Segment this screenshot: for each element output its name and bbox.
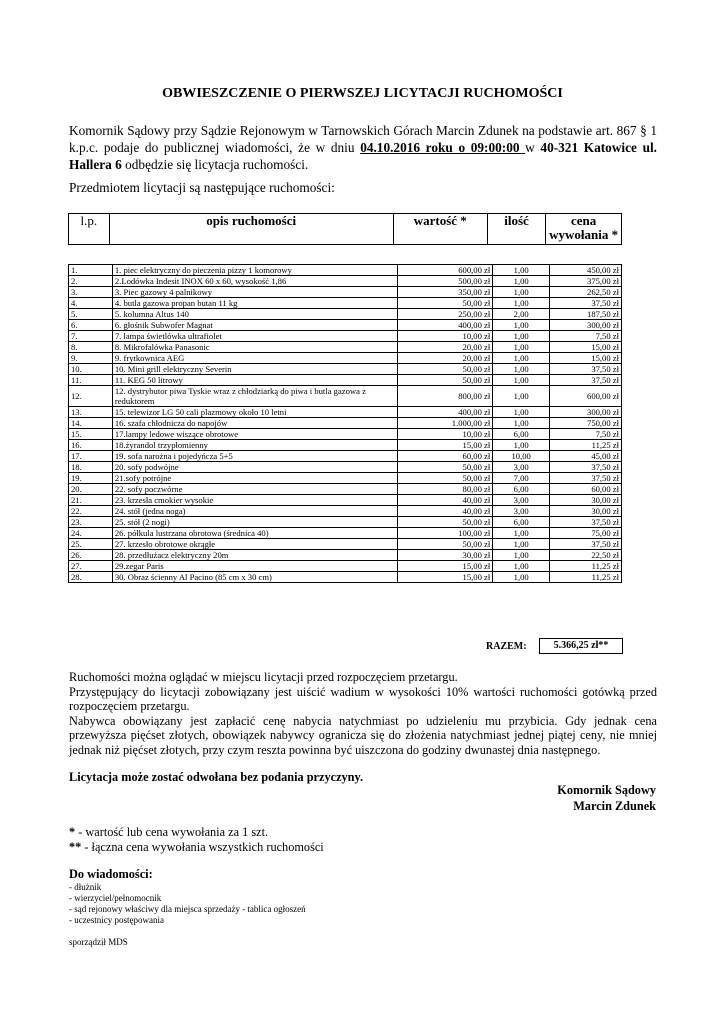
item-description: 12. dystrybutor piwa Tyskie wraz z chłodziarką do piwa i butla gazowa z reduktorem bbox=[112, 386, 398, 407]
item-description: 4. butla gazowa propan butan 11 kg bbox=[112, 298, 398, 309]
cancel-note: Licytacja może zostać odwołana bez podania przyczyny. bbox=[69, 770, 364, 784]
distribution-item: - sąd rejonowy właściwy dla miejsca sprzedaży - tablica ogłoszeń bbox=[69, 904, 306, 914]
item-quantity: 1,00 bbox=[493, 386, 550, 407]
item-price: 750,00 zł bbox=[550, 418, 622, 429]
row-number: 19. bbox=[69, 473, 113, 484]
item-value: 800,00 zł bbox=[398, 386, 493, 407]
item-price: 450,00 zł bbox=[550, 265, 622, 276]
terms-text bbox=[69, 670, 657, 757]
item-quantity: 1,00 bbox=[493, 528, 550, 539]
row-number: 23. bbox=[69, 517, 113, 528]
item-price: 600,00 zł bbox=[550, 386, 622, 407]
row-number: 4. bbox=[69, 298, 113, 309]
signature-name: Marcin Zdunek bbox=[573, 799, 656, 813]
item-value: 40,00 zł bbox=[398, 495, 493, 506]
item-quantity: 10,00 bbox=[493, 451, 550, 462]
item-quantity: 3,00 bbox=[493, 495, 550, 506]
table-row bbox=[69, 484, 622, 495]
footnote bbox=[69, 825, 324, 840]
distribution-list bbox=[69, 882, 306, 926]
item-description: 25. stół (2 nogi) bbox=[112, 517, 398, 528]
item-quantity: 1,00 bbox=[493, 407, 550, 418]
item-price: 300,00 zł bbox=[550, 407, 622, 418]
item-quantity: 6,00 bbox=[493, 429, 550, 440]
item-value: 50,00 zł bbox=[398, 375, 493, 386]
row-number: 21. bbox=[69, 495, 113, 506]
signature-title: Komornik Sądowy bbox=[557, 783, 656, 797]
intro-text-2: w bbox=[525, 140, 541, 155]
table-row bbox=[69, 561, 622, 572]
item-quantity: 1,00 bbox=[493, 539, 550, 550]
item-price: 15,00 zł bbox=[550, 353, 622, 364]
row-number: 12. bbox=[69, 386, 113, 407]
item-value: 15,00 zł bbox=[398, 561, 493, 572]
item-price: 45,00 zł bbox=[550, 451, 622, 462]
row-number: 16. bbox=[69, 440, 113, 451]
row-number: 9. bbox=[69, 353, 113, 364]
item-price: 30,00 zł bbox=[550, 495, 622, 506]
item-value: 20,00 zł bbox=[398, 342, 493, 353]
item-description: 28. przedłużacz elektryczny 20m bbox=[112, 550, 398, 561]
item-description: 20. sofy podwójne bbox=[112, 462, 398, 473]
item-price: 30,00 zł bbox=[550, 506, 622, 517]
item-quantity: 7,00 bbox=[493, 473, 550, 484]
footnote-mark: * bbox=[69, 825, 76, 839]
item-description: 26. półkula lustrzana obrotowa (średnica 40) bbox=[112, 528, 398, 539]
table-row bbox=[69, 287, 622, 298]
item-description: 9. frytkownica AEG bbox=[112, 353, 398, 364]
item-description: 18.żyrandol trzypłomienny bbox=[112, 440, 398, 451]
signature-block bbox=[440, 782, 656, 814]
item-description: 3. Piec gazowy 4 palnikowy bbox=[112, 287, 398, 298]
items-header-table bbox=[68, 213, 622, 245]
item-price: 37,50 zł bbox=[550, 462, 622, 473]
row-number: 6. bbox=[69, 320, 113, 331]
item-quantity: 1,00 bbox=[493, 342, 550, 353]
item-price: 11,25 zł bbox=[550, 440, 622, 451]
table-row bbox=[69, 462, 622, 473]
row-number: 22. bbox=[69, 506, 113, 517]
item-quantity: 1,00 bbox=[493, 353, 550, 364]
auction-place: 40-321 Katowice ul. Hallera 6 bbox=[69, 140, 657, 172]
subject-line: Przedmiotem licytacji są następujące ruchomości: bbox=[69, 180, 335, 195]
item-value: 80,00 zł bbox=[398, 484, 493, 495]
item-description: 21.sofy potrójne bbox=[112, 473, 398, 484]
footnotes bbox=[69, 825, 324, 855]
table-row bbox=[69, 375, 622, 386]
item-value: 50,00 zł bbox=[398, 298, 493, 309]
footnote-text: - łączna cena wywołania wszystkich ruchomości bbox=[81, 840, 324, 854]
item-description: 24. stół (jedna noga) bbox=[112, 506, 398, 517]
terms-paragraph: Przystępujący do licytacji zobowiązany jest uiścić wadium w wysokości 10% wartości ruchomości gotówką przed rozpoczęciem przetargu. bbox=[69, 684, 657, 713]
row-number: 17. bbox=[69, 451, 113, 462]
item-price: 75,00 zł bbox=[550, 528, 622, 539]
item-quantity: 1,00 bbox=[493, 572, 550, 583]
item-description: 17.lampy ledowe wiszące obrotowe bbox=[112, 429, 398, 440]
item-description: 5. kolumna Altus 140 bbox=[112, 309, 398, 320]
item-value: 600,00 zł bbox=[398, 265, 493, 276]
item-description: 15. telewizor LG 50 cali plazmowy około 10 letni bbox=[112, 407, 398, 418]
row-number: 27. bbox=[69, 561, 113, 572]
item-quantity: 1,00 bbox=[493, 265, 550, 276]
item-value: 15,00 zł bbox=[398, 572, 493, 583]
row-number: 10. bbox=[69, 364, 113, 375]
table-row bbox=[69, 572, 622, 583]
table-row bbox=[69, 353, 622, 364]
item-description: 10. Mini grill elektryczny Severin bbox=[112, 364, 398, 375]
item-price: 7,50 zł bbox=[550, 331, 622, 342]
item-value: 50,00 zł bbox=[398, 364, 493, 375]
item-quantity: 1,00 bbox=[493, 550, 550, 561]
table-row bbox=[69, 265, 622, 276]
item-price: 37,50 zł bbox=[550, 539, 622, 550]
table-row bbox=[69, 320, 622, 331]
item-value: 10,00 zł bbox=[398, 429, 493, 440]
footnote-mark: ** bbox=[69, 840, 82, 854]
item-price: 37,50 zł bbox=[550, 473, 622, 484]
items-table bbox=[68, 264, 622, 583]
item-value: 15,00 zł bbox=[398, 440, 493, 451]
row-number: 13. bbox=[69, 407, 113, 418]
item-value: 500,00 zł bbox=[398, 276, 493, 287]
item-value: 20,00 zł bbox=[398, 353, 493, 364]
intro-text-1: Komornik Sądowy przy Sądzie Rejonowym w Tarnowskich Górach Marcin Zdunek na podstawie art. 867 § 1 k.p.c. podaje do publicznej wiadomości, że w dniu bbox=[69, 123, 657, 155]
item-quantity: 1,00 bbox=[493, 364, 550, 375]
item-description: 29.zegar Paris bbox=[112, 561, 398, 572]
table-row bbox=[69, 309, 622, 320]
footnote-text: - wartość lub cena wywołania za 1 szt. bbox=[75, 825, 269, 839]
distribution-item: - wierzyciel/pełnomocnik bbox=[69, 893, 162, 903]
item-price: 262,50 zł bbox=[550, 287, 622, 298]
item-quantity: 1,00 bbox=[493, 298, 550, 309]
item-value: 1.000,00 zł bbox=[398, 418, 493, 429]
item-quantity: 1,00 bbox=[493, 287, 550, 298]
item-price: 60,00 zł bbox=[550, 484, 622, 495]
header-description: opis ruchomości bbox=[109, 214, 393, 245]
table-row bbox=[69, 528, 622, 539]
item-quantity: 1,00 bbox=[493, 418, 550, 429]
item-description: 11. KEG 50 litrowy bbox=[112, 375, 398, 386]
item-price: 187,50 zł bbox=[550, 309, 622, 320]
intro-text-3: odbędzie się licytacja ruchomości. bbox=[121, 157, 309, 172]
table-row bbox=[69, 386, 622, 407]
item-value: 50,00 zł bbox=[398, 473, 493, 484]
item-value: 50,00 zł bbox=[398, 517, 493, 528]
total-label: RAZEM: bbox=[486, 641, 527, 652]
item-description: 8. Mikrofalówka Panasonic bbox=[112, 342, 398, 353]
row-number: 8. bbox=[69, 342, 113, 353]
header-lp: l.p. bbox=[69, 214, 110, 245]
row-number: 5. bbox=[69, 309, 113, 320]
item-quantity: 1,00 bbox=[493, 331, 550, 342]
header-price bbox=[546, 214, 622, 245]
row-number: 14. bbox=[69, 418, 113, 429]
item-quantity: 1,00 bbox=[493, 375, 550, 386]
header-price-line1: cena bbox=[570, 213, 597, 228]
item-description: 23. krzesła cmokier wysokie bbox=[112, 495, 398, 506]
header-price-line2: wywołania * bbox=[549, 227, 619, 242]
item-description: 6. głośnik Subwofer Magnat bbox=[112, 320, 398, 331]
item-quantity: 3,00 bbox=[493, 506, 550, 517]
item-quantity: 6,00 bbox=[493, 517, 550, 528]
row-number: 11. bbox=[69, 375, 113, 386]
table-row bbox=[69, 418, 622, 429]
terms-paragraph: Nabywca obowiązany jest zapłacić cenę nabycia natychmiast po udzieleniu mu przybicia. Gdy jednak cena przewyższa pięćset złotych, obowiązek nabywcy ogranicza się do złożenia natychmiast jednej piątej ceny, nie mniej jednak niż pięćset złotych, przy czym reszta powinna być uiszczona do godziny dwunastej dnia następnego. bbox=[69, 713, 657, 757]
table-row bbox=[69, 331, 622, 342]
item-description: 22. sofy poczwórne bbox=[112, 484, 398, 495]
table-row bbox=[69, 440, 622, 451]
item-price: 22,50 zł bbox=[550, 550, 622, 561]
item-price: 7,50 zł bbox=[550, 429, 622, 440]
item-quantity: 2,00 bbox=[493, 309, 550, 320]
item-price: 15,00 zł bbox=[550, 342, 622, 353]
item-description: 7. lampa świetlówka ultrafiolet bbox=[112, 331, 398, 342]
item-price: 11,25 zł bbox=[550, 561, 622, 572]
item-quantity: 1,00 bbox=[493, 440, 550, 451]
item-description: 1. piec elektryczny do pieczenia pizzy 1 komorowy bbox=[112, 265, 398, 276]
item-value: 10,00 zł bbox=[398, 331, 493, 342]
row-number: 24. bbox=[69, 528, 113, 539]
item-value: 30,00 zł bbox=[398, 550, 493, 561]
distribution-title: Do wiadomości: bbox=[69, 867, 153, 881]
table-row bbox=[69, 506, 622, 517]
table-row bbox=[69, 276, 622, 287]
auction-date: 04.10.2016 roku o 09:00:00 bbox=[360, 140, 526, 155]
item-value: 400,00 zł bbox=[398, 320, 493, 331]
item-price: 37,50 zł bbox=[550, 364, 622, 375]
header-quantity: ilość bbox=[487, 214, 545, 245]
item-value: 50,00 zł bbox=[398, 539, 493, 550]
row-number: 26. bbox=[69, 550, 113, 561]
total-value: 5.366,25 zł** bbox=[539, 638, 623, 654]
row-number: 7. bbox=[69, 331, 113, 342]
item-value: 100,00 zł bbox=[398, 528, 493, 539]
row-number: 18. bbox=[69, 462, 113, 473]
table-row bbox=[69, 517, 622, 528]
footnote bbox=[69, 840, 324, 855]
table-row bbox=[69, 429, 622, 440]
table-row bbox=[69, 407, 622, 418]
item-price: 300,00 zł bbox=[550, 320, 622, 331]
row-number: 1. bbox=[69, 265, 113, 276]
items-table-body bbox=[69, 265, 622, 583]
item-price: 37,50 zł bbox=[550, 375, 622, 386]
row-number: 15. bbox=[69, 429, 113, 440]
author-note: sporządził MDS bbox=[69, 937, 128, 947]
table-row bbox=[69, 539, 622, 550]
intro-paragraph bbox=[69, 122, 657, 173]
row-number: 2. bbox=[69, 276, 113, 287]
item-value: 40,00 zł bbox=[398, 506, 493, 517]
item-price: 11,25 zł bbox=[550, 572, 622, 583]
item-value: 60,00 zł bbox=[398, 451, 493, 462]
item-quantity: 6,00 bbox=[493, 484, 550, 495]
distribution-item: - uczestnicy postępowania bbox=[69, 915, 164, 925]
item-quantity: 3,00 bbox=[493, 462, 550, 473]
row-number: 25. bbox=[69, 539, 113, 550]
item-description: 16. szafa chłodnicza do napojów bbox=[112, 418, 398, 429]
item-value: 350,00 zł bbox=[398, 287, 493, 298]
terms-paragraph: Ruchomości można oglądać w miejscu licytacji przed rozpoczęciem przetargu. bbox=[69, 670, 458, 684]
table-row bbox=[69, 473, 622, 484]
table-row bbox=[69, 298, 622, 309]
row-number: 20. bbox=[69, 484, 113, 495]
item-value: 400,00 zł bbox=[398, 407, 493, 418]
table-row bbox=[69, 451, 622, 462]
item-price: 37,50 zł bbox=[550, 298, 622, 309]
item-quantity: 1,00 bbox=[493, 561, 550, 572]
table-row bbox=[69, 550, 622, 561]
page-title: OBWIESZCZENIE O PIERWSZEJ LICYTACJI RUCHOMOŚCI bbox=[162, 86, 563, 101]
item-description: 30. Obraz ścienny Al Pacino (85 cm x 30 cm) bbox=[112, 572, 398, 583]
item-value: 250,00 zł bbox=[398, 309, 493, 320]
item-price: 375,00 zł bbox=[550, 276, 622, 287]
item-value: 50,00 zł bbox=[398, 462, 493, 473]
table-row bbox=[69, 495, 622, 506]
row-number: 28. bbox=[69, 572, 113, 583]
item-price: 37,50 zł bbox=[550, 517, 622, 528]
header-value: wartość * bbox=[393, 214, 487, 245]
table-row bbox=[69, 364, 622, 375]
item-quantity: 1,00 bbox=[493, 320, 550, 331]
item-description: 19. sofa narożna i pojedyńcza 5+5 bbox=[112, 451, 398, 462]
row-number: 3. bbox=[69, 287, 113, 298]
item-description: 27. krzesło obrotowe okrągłe bbox=[112, 539, 398, 550]
item-quantity: 1,00 bbox=[493, 276, 550, 287]
table-row bbox=[69, 342, 622, 353]
distribution-item: - dłużnik bbox=[69, 882, 102, 892]
item-description: 2.Lodówka Indesit INOX 60 x 60, wysokość 1,86 bbox=[112, 276, 398, 287]
